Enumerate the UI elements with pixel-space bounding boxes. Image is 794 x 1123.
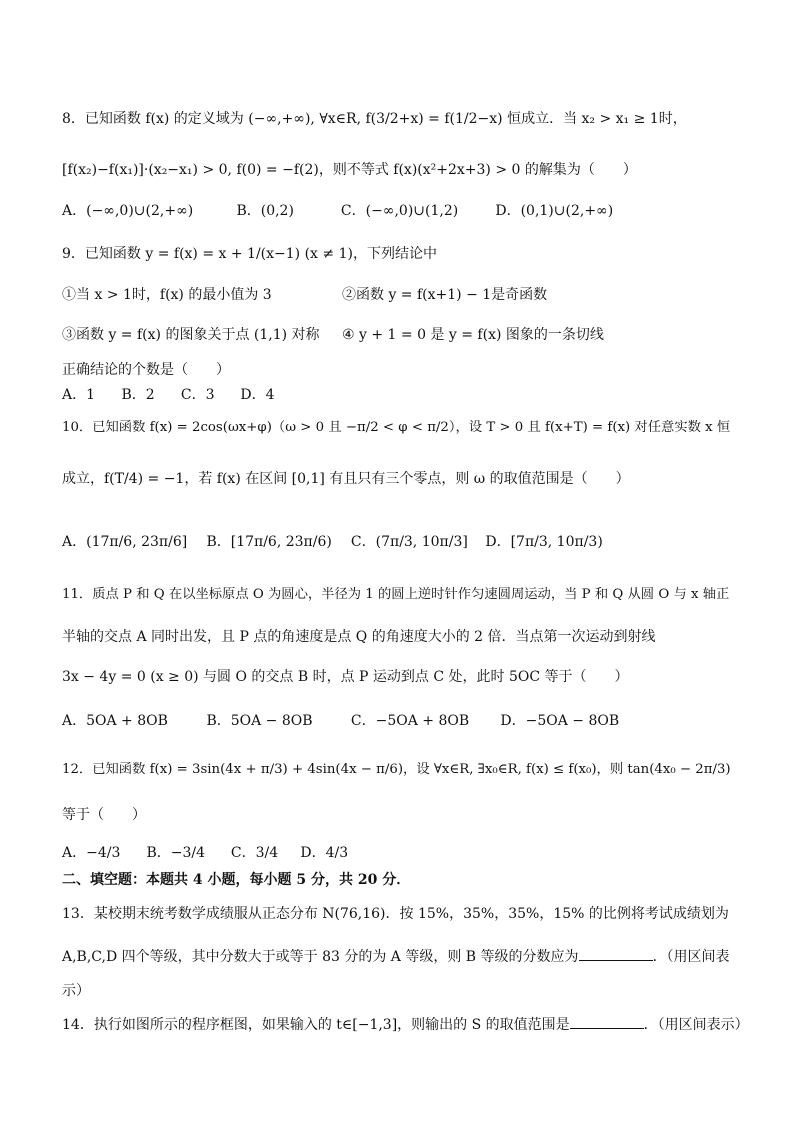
q11-option-b: B．5OA − 8OB bbox=[206, 713, 313, 729]
q12-option-a: A．−4/3 bbox=[62, 845, 121, 861]
q10-options bbox=[62, 535, 603, 549]
section-heading: 二、填空题：本题共 4 小题，每小题 5 分，共 20 分． bbox=[62, 872, 411, 888]
q8-option-a: A．(−∞,0)∪(2,+∞) bbox=[62, 203, 194, 219]
q12-option-d: D．4/3 bbox=[300, 845, 349, 861]
q9-option-d: D．4 bbox=[240, 387, 275, 403]
q11-line2: 半轴的交点 A 同时出发，且 P 点的角速度是点 Q 的角速度大小的 2 倍．当点第一次运动到射线 bbox=[62, 629, 656, 645]
q8-option-b: B．(0,2) bbox=[236, 203, 294, 219]
q9-statement-2: ②函数 y = f(x+1) − 1是奇函数 bbox=[342, 287, 548, 303]
q10-option-b: B．[17π/6, 23π/6) bbox=[206, 534, 332, 550]
q9-statement-3: ③函数 y = f(x) 的图象关于点 (1,1) 对称 bbox=[62, 327, 320, 343]
q13-line2-suffix: ．（用区间表 bbox=[652, 949, 730, 965]
q11-option-a: A．5OA + 8OB bbox=[62, 713, 168, 729]
q10-option-d: D．[7π/3, 10π/3) bbox=[485, 534, 603, 550]
q13-answer-blank[interactable] bbox=[579, 948, 653, 961]
q10-line1: 10．已知函数 f(x) = 2cos(ωx+φ)（ω > 0 且 −π/2 < φ < π/2），设 T > 0 且 f(x+T) = f(x) 对任意实数 x 恒 bbox=[62, 420, 731, 435]
q9-ask: 正确结论的个数是（ ） bbox=[62, 362, 230, 378]
q13-line1: 13．某校期末统考数学成绩服从正态分布 N(76,16)．按 15%，35%，35%，15% 的比例将考试成绩划为 bbox=[62, 906, 729, 922]
q13-line2 bbox=[62, 948, 730, 964]
q9-statement-1: ①当 x > 1时，f(x) 的最小值为 3 bbox=[62, 287, 272, 303]
q14-suffix: ．（用区间表示） bbox=[643, 1017, 749, 1033]
q8-line1: 8．已知函数 f(x) 的定义域为 (−∞,+∞), ∀x∈R, f(3/2+x) = f(1/2−x) 恒成立．当 x₂ > x₁ ≥ 1时， bbox=[62, 111, 687, 127]
q9-option-a: A．1 bbox=[62, 387, 96, 403]
q9-line1: 9．已知函数 y = f(x) = x + 1/(x−1) (x ≠ 1)，下列结论中 bbox=[62, 246, 437, 262]
q9-statement-4: ④ y + 1 = 0 是 y = f(x) 图象的一条切线 bbox=[342, 327, 604, 343]
q14-line1 bbox=[62, 1016, 749, 1032]
q8-line2: [f(x₂)−f(x₁)]·(x₂−x₁) > 0, f(0) = −f(2)，则不等式 f(x)(x²+2x+3) > 0 的解集为（ ） bbox=[62, 162, 637, 178]
q11-line3: 3x − 4y = 0 (x ≥ 0) 与圆 O 的交点 B 时，点 P 运动到点 C 处，此时 5OC 等于（ ） bbox=[62, 669, 629, 685]
q11-option-d: D．−5OA − 8OB bbox=[500, 713, 620, 729]
q12-line2: 等于（ ） bbox=[62, 807, 146, 823]
q9-option-b: B．2 bbox=[121, 387, 155, 403]
q12-line1: 12．已知函数 f(x) = 3sin(4x + π/3) + 4sin(4x − π/6)，设 ∀x∈R, ∃x₀∈R, f(x) ≤ f(x₀)，则 tan(4x₀ − 2π/3) bbox=[62, 762, 731, 777]
q11-option-c: C．−5OA + 8OB bbox=[350, 713, 470, 729]
q14-text: 14．执行如图所示的程序框图，如果输入的 t∈[−1,3]，则输出的 S 的取值范围是 bbox=[62, 1017, 570, 1033]
q14-answer-blank[interactable] bbox=[570, 1016, 644, 1029]
q12-option-c: C．3/4 bbox=[230, 845, 279, 861]
q11-line1: 11．质点 P 和 Q 在以坐标原点 O 为圆心，半径为 1 的圆上逆时针作匀速圆周运动，当 P 和 Q 从圆 O 与 x 轴正 bbox=[62, 587, 730, 602]
q10-option-c: C．(7π/3, 10π/3] bbox=[350, 534, 468, 550]
q9-options bbox=[62, 388, 275, 402]
q9-option-c: C．3 bbox=[180, 387, 215, 403]
q8-option-d: D．(0,1)∪(2,+∞) bbox=[495, 203, 614, 219]
q10-line2: 成立，f(T/4) = −1，若 f(x) 在区间 [0,1] 有且只有三个零点，则 ω 的取值范围是（ ） bbox=[62, 471, 630, 487]
q13-line2-text: A,B,C,D 四个等级，其中分数大于或等于 83 分的为 A 等级，则 B 等级的分数应为 bbox=[62, 949, 579, 965]
q12-option-b: B．−3/4 bbox=[146, 845, 206, 861]
q12-options bbox=[62, 846, 348, 860]
q10-option-a: A．(17π/6, 23π/6] bbox=[62, 534, 188, 550]
q8-option-c: C．(−∞,0)∪(1,2) bbox=[340, 203, 459, 219]
q13-line3: 示） bbox=[62, 983, 90, 999]
q8-options bbox=[62, 204, 613, 218]
q11-options bbox=[62, 714, 619, 728]
